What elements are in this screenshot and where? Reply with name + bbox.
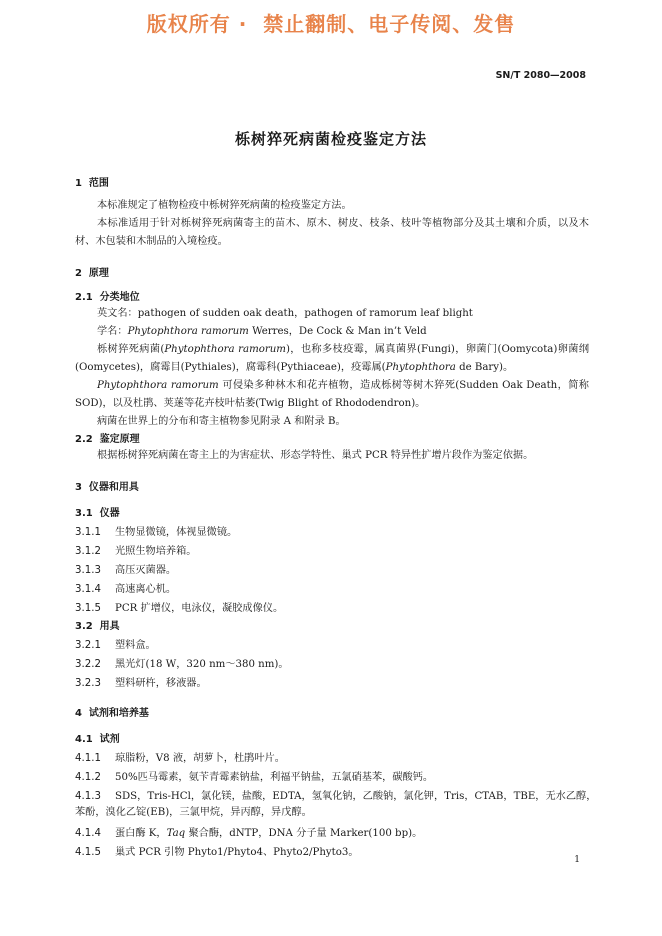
document-title: 栎树猝死病菌检疫鉴定方法 — [234, 130, 427, 148]
standard-number: SN/T 2080—2008 — [495, 70, 586, 81]
item-number: 4.1.2 — [75, 772, 101, 783]
item-number: 3.2.1 — [75, 640, 101, 651]
taq-italic: Taq — [166, 828, 186, 839]
item-text: 塑料盒。 — [115, 640, 156, 651]
section-1-heading: 1 范围 — [75, 178, 109, 189]
page-number: 1 — [574, 855, 580, 865]
item-number: 3.1.2 — [75, 546, 101, 557]
item-continuation: 苯酚，溴化乙锭(EB)，三氯甲烷，异丙醇，异戊醇。 — [75, 807, 312, 818]
item-text: 塑料研杵，移液器。 — [115, 678, 207, 689]
item-number: 3.1.3 — [75, 565, 101, 576]
item-number: 4.1.4 — [75, 828, 101, 839]
classification-text: )，也称多枝疫霉，属真菌界(Fungi)，卵菌门(Oomycota)卵菌纲(Oomycetes)，腐霉目(Pythiales)，腐霉科(Pythiaceae)，疫霉属( — [75, 344, 590, 373]
list-item — [75, 751, 589, 766]
item-text: 高速离心机。 — [115, 584, 177, 595]
section-2-2-heading: 2.2 鉴定原理 — [75, 434, 140, 445]
species-name: Phytophthora ramorum — [97, 380, 219, 391]
distribution-paragraph: 病菌在世界上的分布和寄主植物参见附录 A 和附录 B。 — [97, 416, 346, 427]
section-3-heading: 3 仪器和用具 — [75, 482, 139, 493]
list-item — [75, 770, 589, 785]
section-3-2-heading: 3.2 用具 — [75, 621, 120, 632]
english-name-line — [75, 305, 589, 323]
section-1-paragraph: 本标准适用于针对栎树猝死病菌寄主的苗木、原木、树皮、枝条、枝叶等植物部分及其土壤和介质，以及木材、木包装和木制品的入境检疫。 — [75, 218, 589, 247]
scientific-name-line — [75, 323, 589, 341]
list-item — [75, 657, 589, 672]
host-text: 可侵染多种林木和花卉植物，造成栎树等树木猝死(Sudden Oak Death，简称 SOD)，以及杜鹃、荚蒾等花卉枝叶枯萎(Twig Blight of Rhododendron)。 — [75, 380, 589, 409]
tool-list — [75, 638, 589, 691]
genus-name: Phytophthora — [385, 362, 456, 373]
list-item — [75, 789, 597, 804]
english-name-text: pathogen of sudden oak death，pathogen of ramorum leaf blight — [137, 308, 473, 319]
item-number: 4.1.3 — [75, 791, 101, 802]
list-item — [75, 544, 589, 559]
section-1-paragraph: 本标准规定了植物检疫中栎树猝死病菌的检疫鉴定方法。 — [97, 200, 352, 211]
scientific-name-italic: Phytophthora ramorum — [127, 326, 249, 337]
list-item — [75, 563, 589, 578]
scientific-name-authors: Werres，De Cock & Man in’t Veld — [248, 326, 427, 337]
item-text: 聚合酶，dNTP，DNA 分子量 Marker(100 bp)。 — [185, 828, 423, 839]
item-text: 黑光灯(18 W，320 nm～380 nm)。 — [115, 659, 289, 670]
document-body — [75, 177, 597, 860]
item-text: 光照生物培养箱。 — [115, 546, 197, 557]
item-number: 4.1.1 — [75, 753, 101, 764]
item-number: 3.1.4 — [75, 584, 101, 595]
item-number: 3.2.2 — [75, 659, 101, 670]
item-number: 3.1.5 — [75, 603, 101, 614]
item-text: PCR 扩增仪，电泳仪，凝胶成像仪。 — [115, 603, 284, 614]
list-item — [75, 826, 589, 841]
classification-text: 栎树猝死病菌( — [97, 344, 165, 355]
list-item — [75, 845, 589, 860]
item-number: 4.1.5 — [75, 847, 101, 858]
instrument-list — [75, 525, 589, 616]
species-name: Phytophthora ramorum — [164, 344, 286, 355]
item-text: SDS，Tris-HCl，氯化镁，盐酸，EDTA，氢氧化钠，乙酸钠，氯化钾，Tris，CTAB，TBE，无水乙醇， — [115, 791, 597, 802]
copyright-watermark: 版权所有 · 禁止翻制、电子传阅、发售 — [146, 12, 516, 36]
item-number: 3.2.3 — [75, 678, 101, 689]
section-2-1-heading: 2.1 分类地位 — [75, 292, 140, 303]
classification-text: de Bary)。 — [455, 362, 514, 373]
list-item — [75, 525, 589, 540]
section-3-1-heading: 3.1 仪器 — [75, 508, 120, 519]
list-item — [75, 638, 589, 653]
section-2-2-paragraph: 根据栎树猝死病菌在寄主上的为害症状、形态学特性、巢式 PCR 特异性扩增片段作为鉴定依据。 — [97, 450, 534, 461]
section-4-heading: 4 试剂和培养基 — [75, 708, 149, 719]
item-text: 琼脂粉，V8 液，胡萝卜，杜鹃叶片。 — [115, 753, 285, 764]
classification-paragraph — [75, 341, 589, 377]
list-item — [75, 676, 589, 691]
english-name-label: 英文名： — [97, 308, 138, 319]
scientific-name-label: 学名： — [97, 326, 128, 337]
item-text: 50%匹马霉素，氨苄青霉素钠盐，利福平钠盐，五氯硝基苯，碳酸钙。 — [115, 772, 434, 783]
item-text: 巢式 PCR 引物 Phyto1/Phyto4、Phyto2/Phyto3。 — [115, 847, 359, 858]
list-item — [75, 582, 589, 597]
list-item — [75, 601, 589, 616]
item-text: 高压灭菌器。 — [115, 565, 177, 576]
item-text: 生物显微镜，体视显微镜。 — [115, 527, 238, 538]
item-number: 3.1.1 — [75, 527, 101, 538]
host-paragraph — [75, 377, 589, 413]
section-2-heading: 2 原理 — [75, 268, 109, 279]
section-4-1-heading: 4.1 试剂 — [75, 734, 120, 745]
item-text: 蛋白酶 K， — [115, 828, 167, 839]
